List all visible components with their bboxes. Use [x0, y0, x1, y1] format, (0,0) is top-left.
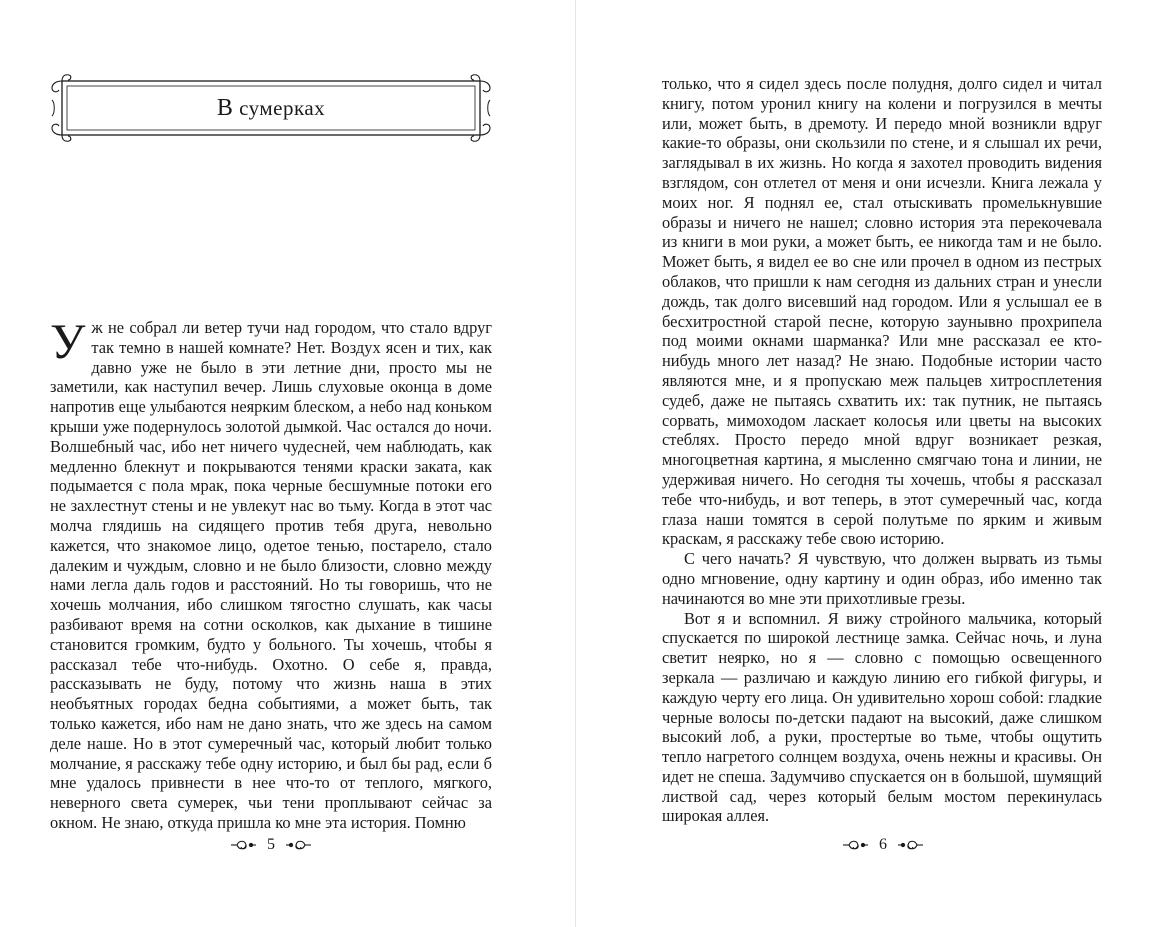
chapter-title-text: сумерках	[239, 95, 326, 120]
chapter-title-frame	[48, 74, 494, 142]
chapter-title-capital: В	[216, 94, 234, 121]
fleuron-icon	[229, 838, 257, 852]
right-paragraph-1: только, что я сидел здесь после полудня, долго сидел и читал книгу, потом уронил книгу на колени и погрузился в мечты или, может быть, в дремоту. И передо мной возникли вдруг какие-то образы, они скользили по стене, и я слышал их речи, заглядывал в их жизнь. Но когда я захотел проводить видения взглядом, сон отлетел от меня и они исчезли. Книга лежала у моих ног. Я поднял ее, стал отыскивать промелькнувшие образы и ничего не нашел; словно история эта перекочевала из книги в мои руки, а может быть, ее никогда там и не было. Может быть, я видел ее во сне или прочел в одном из пестрых облаков, что пришли к нам сегодня из дальних стран и унесли дождь, так долго висевший над городом. Или я услышал ее в бесхитростной старой песне, которую заунывно прохрипела под моими окнами шарманка? Или мне рассказал ее кто-нибудь много лет назад? Не знаю. Подобные истории часто являются мне, и я пропускаю меж пальцев хитросплетения судеб, даже не пытаясь схватить их: так путник, не пытаясь сорвать, мимоходом ласкает колосья или цветы на высоких стеблях. Просто передо мной вдруг возникает резкая, многоцветная картина, я мысленно смягчаю тона и линии, не удерживая ничего. Но сегодня ты хочешь, чтобы я рассказал тебе что-нибудь, и вот теперь, в этот сумеречный час, когда глаза наши томятся в серой полутьме по ярким и живым краскам, я расскажу тебе свою историю.	[662, 74, 1102, 549]
page-number: 6	[879, 836, 887, 853]
fleuron-icon	[285, 838, 313, 852]
right-page-folio	[832, 834, 934, 856]
left-page-folio	[220, 834, 322, 856]
page-number: 5	[267, 836, 275, 853]
fleuron-icon	[841, 838, 869, 852]
drop-cap: У	[50, 313, 86, 369]
chapter-title	[48, 74, 494, 142]
right-paragraph-2: С чего начать? Я чувствую, что должен вырвать из тьмы одно мгновение, одну картину и один образ, ибо именно так начинаются во мне эти прихотливые грезы.	[662, 549, 1102, 608]
left-paragraph-body: ж не собрал ли ветер тучи над городом, что стало вдруг так темно в нашей комнате? Нет. Воздух ясен и тих, как давно уже не было в эти летние дни, просто мы не заметили, как наступил вечер. Лишь слуховые оконца в доме напротив еще улыбаются неярким блеском, а небо над коньком крыши уже подернулось золотой дымкой. Час остался до ночи. Волшебный час, ибо нет ничего чудесней, чем наблюдать, как медленно блекнут и покрываются тенями краски заката, как подымается с пола мрак, пока черные бесшумные потоки его не захлестнут стены и не увлекут нас во тьму. Когда в этот час молча глядишь на сидящего против тебя друга, невольно кажется, что знакомое лицо, одетое тенью, постарело, стало далеким и чуждым, словно и не было близости, словно между нами легла даль годов и расстояний. Но ты говоришь, что не хочешь молчания, ибо слишком тягостно слушать, как часы разбивают время на сотни осколков, как дыхание в тишине становится громким, будто у больного. Ты хочешь, чтобы я рассказал тебе что-нибудь. Охотно. О себе я, правда, рассказывать не буду, потому что жизнь наша в этих необъятных городах бедна событиями, а может быть, так только кажется, ибо нам не дано знать, что же здесь на самом деле наше. Но в этот сумеречный час, который любит только молчание, я расскажу тебе одну историю, и был бы рад, если б мне удалось привнести в нее что-то от теплого, мягкого, неверного света сумерек, чьи тени проплывают сейчас за окном. Не знаю, откуда пришла ко мне эта история. Помню	[50, 318, 492, 832]
right-page-text	[662, 74, 1102, 826]
right-page	[576, 0, 1150, 927]
left-paragraph	[50, 313, 492, 833]
fleuron-icon	[897, 838, 925, 852]
left-page-text	[50, 313, 492, 833]
right-paragraph-3: Вот я и вспомнил. Я вижу стройного мальчика, который спускается по широкой лестнице замка. Сейчас ночь, и луна светит неярко, но я — словно с помощью освещенного зеркала — различаю и каждую линию его гибкой фигуры, и каждую черту его лица. Он удивительно хорош собой: гладкие черные волосы по-детски падают на высокий, даже слишком высокий лоб, а руки, простертые во тьме, чтобы ощутить тепло нагретого солнцем воздуха, очень нежны и красивы. Он идет не спеша. Задумчиво спускается он в большой, шумящий листвой сад, через который белым мостом перекинулась широкая аллея.	[662, 608, 1102, 826]
